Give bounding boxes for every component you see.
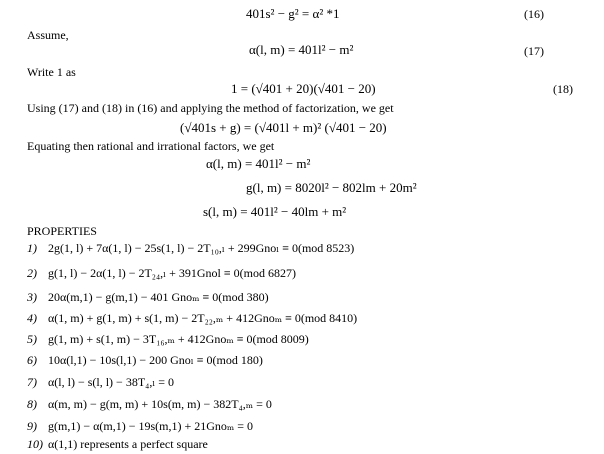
property-number: 1) <box>27 241 37 255</box>
property-text: 20α(m,1) − g(m,1) − 401 Gnoₘ ≡ 0(mod 380) <box>48 290 269 304</box>
equation-18: 1 = (√401 + 20)(√401 − 20) <box>231 81 376 96</box>
equation-18-number: (18) <box>553 82 573 96</box>
property-number: 5) <box>27 332 37 346</box>
equating-text: Equating then rational and irrational factors, we get <box>27 139 275 153</box>
property-number: 9) <box>27 419 37 433</box>
property-number: 6) <box>27 353 37 367</box>
equation-16-number: (16) <box>524 7 544 21</box>
property-text: g(1, m) + s(1, m) − 3T₁₆,ₘ + 412Gnoₘ ≡ 0(mod 8009) <box>48 332 309 346</box>
property-text: g(m,1) − α(m,1) − 19s(m,1) + 21Gnoₘ = 0 <box>48 419 254 433</box>
solution-g: g(l, m) = 8020l² − 802lm + 20m² <box>246 180 417 195</box>
property-number: 8) <box>27 397 37 411</box>
property-text: α(1, m) + g(1, m) + s(1, m) − 2T₂₂,ₘ + 412Gnoₘ ≡ 0(mod 8410) <box>48 311 358 325</box>
equation-16: 401s² − g² = α² *1 <box>246 6 340 21</box>
assume-text: Assume, <box>27 28 69 42</box>
property-number: 7) <box>27 375 37 389</box>
write-one-text: Write 1 as <box>27 65 76 79</box>
property-number: 3) <box>27 290 37 304</box>
property-number: 10) <box>27 437 43 451</box>
property-number: 2) <box>27 266 37 280</box>
property-text: g(1, l) − 2α(1, l) − 2T₂₄,ₗ + 391Gnol ≡ 0(mod 6827) <box>48 266 296 280</box>
solution-s: s(l, m) = 401l² − 40lm + m² <box>203 204 347 219</box>
solution-alpha: α(l, m) = 401l² − m² <box>206 156 311 171</box>
property-text: 2g(1, l) + 7α(1, l) − 25s(1, l) − 2T₁₀,ₗ + 299Gnoₗ ≡ 0(mod 8523) <box>48 241 355 255</box>
using-text: Using (17) and (18) in (16) and applying the method of factorization, we get <box>27 101 394 115</box>
property-text: 10α(l,1) − 10s(l,1) − 200 Gnoₗ ≡ 0(mod 180) <box>48 353 263 367</box>
property-number: 4) <box>27 311 37 325</box>
factorization-equation: (√401s + g) = (√401l + m)² (√401 − 20) <box>180 120 387 135</box>
property-text: α(m, m) − g(m, m) + 10s(m, m) − 382T₄,ₘ = 0 <box>48 397 272 411</box>
property-text: α(l, l) − s(l, l) − 38T₄,ₗ = 0 <box>48 375 175 389</box>
property-text: α(1,1) represents a perfect square <box>48 437 208 451</box>
properties-heading: PROPERTIES <box>27 224 97 238</box>
equation-17: α(l, m) = 401l² − m² <box>249 42 354 57</box>
equation-17-number: (17) <box>524 44 544 58</box>
